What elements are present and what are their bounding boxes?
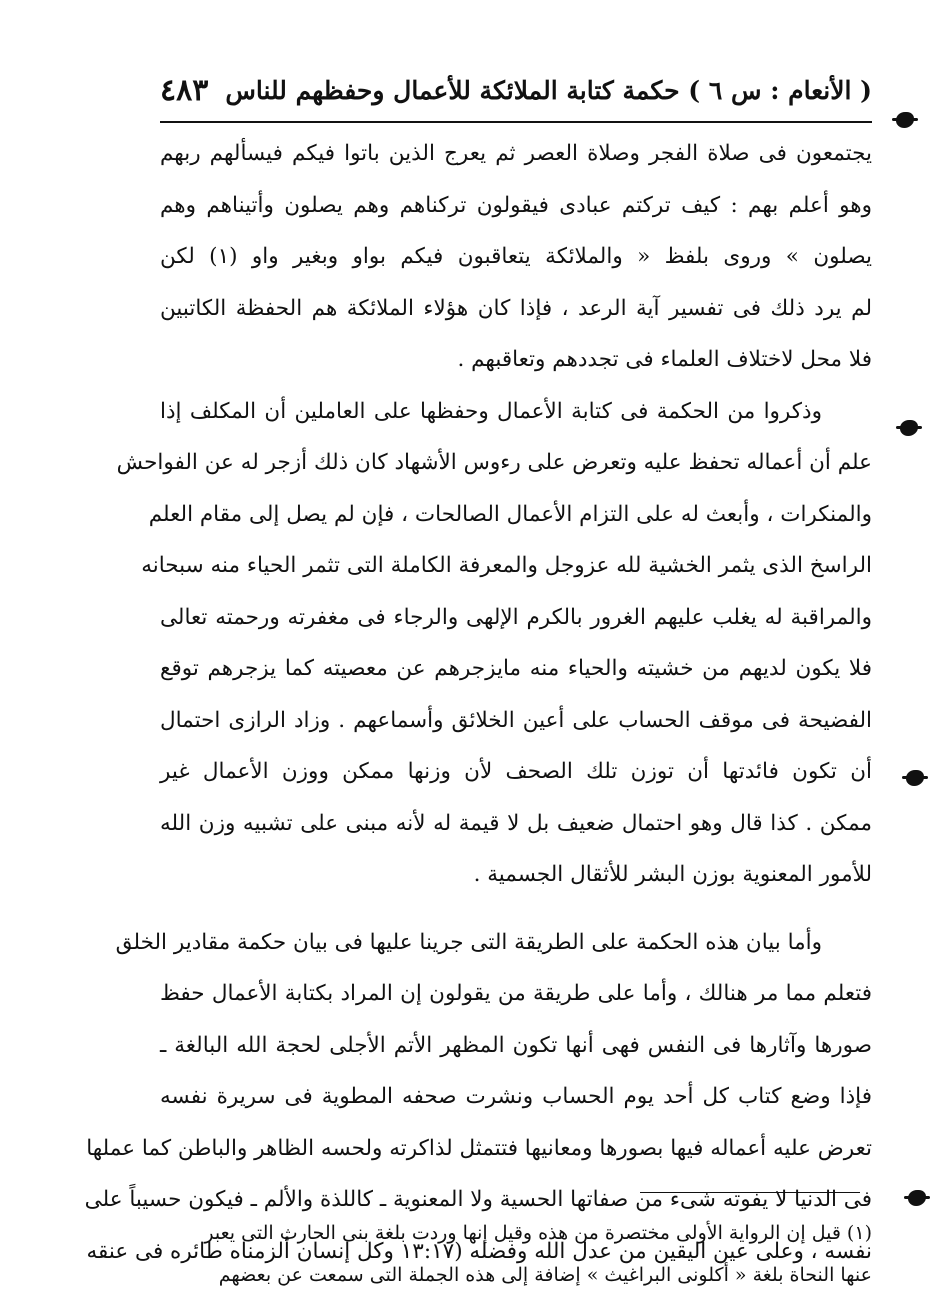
text-line: للأمور المعنوية بوزن البشر للأثقال الجسمية . (473, 862, 872, 887)
text-line: والمنكرات ، وأبعث له على التزام الأعمال الصالحات ، فإن لم يصل إلى مقام العلم (148, 501, 872, 527)
text-line: يصلون » وروى بلفظ « والملائكة يتعاقبون فيكم بواو وبغير واو (١) لكن (160, 244, 872, 269)
running-header (160, 68, 872, 112)
text-line: فإذا وضع كتاب كل أحد يوم الحساب ونشرت صحفه المطوية فى سريرة نفسه (160, 1084, 872, 1109)
text-line: نفسه ، وعلى عين اليقين من عدل الله وفضله (١٣:١٧ وكل إنسان ألزمناه طائره فى عنقه (86, 1238, 872, 1264)
scan-speck (908, 1190, 926, 1206)
text-line: وهو أعلم بهم : كيف تركتم عبادى فيقولون تركناهم وهم يصلون وأتيناهم وهم (160, 192, 872, 218)
text-line: علم أن أعماله تحفظ عليه وتعرض على رءوس الأشهاد كان ذلك أزجر له عن الفواحش (116, 450, 872, 475)
text-line: تعرض عليه أعماله فيها بصورها ومعانيها فتتمثل لذاكرته ولحسه الظاهر والباطن كما عملها (86, 1135, 872, 1161)
main-text (84, 128, 872, 1277)
text-line: فى الدنيا لا يفوته شىء من صفاتها الحسية ولا المعنوية ـ كاللذة والألم ـ فيكون حسيباً على (84, 1187, 872, 1212)
footnote-line: (١) قيل إن الرواية الأولى مختصرة من هذه وقيل إنها وردت بلغة بنى الحارث التى يعبر (204, 1222, 872, 1244)
text-line: الراسخ الذى يثمر الخشية لله عزوجل والمعرفة الكاملة التى تثمر الحياء منه سبحانه (141, 553, 872, 578)
text-line: والمراقبة له يغلب عليهم الغرور بالكرم الإلهى والرجاء فى مغفرته ورحمته تعالى (160, 604, 872, 630)
text-line: ممكن . كذا قال وهو احتمال ضعيف بل لا قيمة له لأنه مبنى على تشبيه وزن الله (160, 810, 872, 836)
page-title: ( الأنعام : س ٦ ) حكمة كتابة الملائكة للأعمال وحفظهم للناس (225, 75, 872, 105)
text-line: فلا محل لاختلاف العلماء فى تجددهم وتعاقبهم . (457, 347, 872, 372)
text-line: فتعلم مما مر هنالك ، وأما على طريقة من يقولون إن المراد بكتابة الأعمال حفظ (160, 981, 872, 1006)
text-line: صورها وآثارها فى النفس فهى أنها تكون المظهر الأتم الأجلى لحجة الله البالغة ـ (160, 1032, 872, 1058)
text-line: وذكروا من الحكمة فى كتابة الأعمال وحفظها على العاملين أن المكلف إذا (160, 398, 822, 424)
footnote-line: عنها النحاة بلغة « أكلونى البراغيث » إضافة إلى هذه الجملة التى سمعت عن بعضهم (218, 1264, 872, 1286)
text-line: وأما بيان هذه الحكمة على الطريقة التى جرينا عليها فى بيان حكمة مقادير الخلق (115, 929, 822, 955)
scan-speck (900, 420, 918, 436)
footnote-rule (640, 1192, 860, 1193)
text-line: الفضيحة فى موقف الحساب على أعين الخلائق وأسماعهم . وزاد الرازى احتمال (160, 707, 872, 733)
paragraph-gap (160, 901, 872, 917)
footnotes (86, 1212, 872, 1296)
scan-speck (906, 770, 924, 786)
header-rule (160, 121, 872, 123)
text-line: أن تكون فائدتها أن توزن تلك الصحف لأن وزنها ممكن ووزن الأعمال غير (160, 759, 872, 784)
scan-speck (896, 112, 914, 128)
text-line: فلا يكون لديهم من خشيته والحياء منه مايزجرهم عن معصيته كما يزجرهم توقع (160, 656, 872, 681)
text-line: يجتمعون فى صلاة الفجر وصلاة العصر ثم يعرج الذين باتوا فيكم فيسألهم ربهم (160, 141, 872, 166)
text-line: لم يرد ذلك فى تفسير آية الرعد ، فإذا كان هؤلاء الملائكة هم الحفظة الكاتبين (160, 295, 872, 321)
page-number: ٤٨٣ (160, 72, 209, 108)
